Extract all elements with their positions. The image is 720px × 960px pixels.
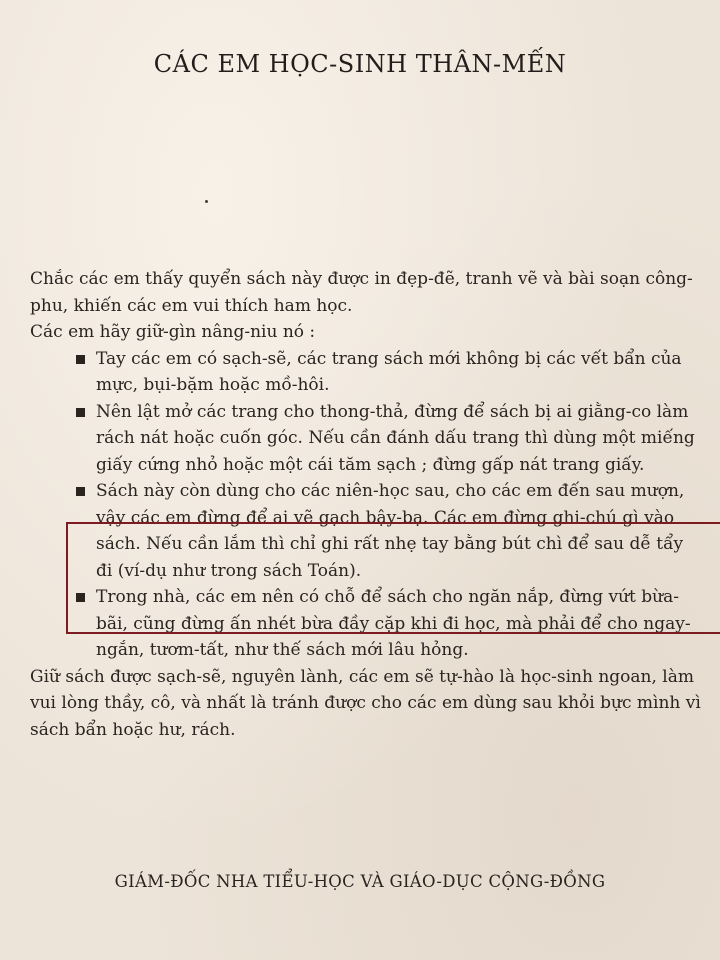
ink-speck — [205, 200, 208, 203]
square-bullet-icon — [76, 408, 85, 417]
list-item-text: Nên lật mở các trang cho thong-thả, đừng để sách bị ai giằng-co làm rách nát hoặc cuốn góc. Nếu cần đánh dấu trang thì dùng một miếng giấy cứng nhỏ hoặc một cái tăm sạch ; đừng gấp nát trang giấy. — [96, 401, 695, 475]
closing-paragraph: Giữ sách được sạch-sẽ, nguyên lành, các em sẽ tự-hào là học-sinh ngoan, làm vui lòng thầy, cô, và nhất là tránh được cho các em dùng sau khỏi bực mình vì sách bẩn hoặc hư, rách. — [30, 666, 701, 740]
square-bullet-icon — [76, 487, 85, 496]
square-bullet-icon — [76, 355, 85, 364]
list-item — [30, 346, 702, 399]
list-item-text: Trong nhà, các em nên có chỗ để sách cho ngăn nắp, đừng vứt bừa-bãi, cũng đừng ấn nhét bừa đầy cặp khi đi học, mà phải để cho ngay-ngắn, tươm-tất, như thế sách mới lâu hỏng. — [96, 587, 691, 660]
highlight-box — [66, 522, 720, 634]
list-item-text: Tay các em có sạch-sẽ, các trang sách mới không bị các vết bẩn của mực, bụi-bặm hoặc mồ-hôi. — [96, 348, 682, 395]
list-item — [30, 399, 702, 479]
page-title: CÁC EM HỌC-SINH THÂN-MẾN — [153, 50, 567, 78]
signature: GIÁM-ĐỐC NHA TIỂU-HỌC VÀ GIÁO-DỤC CỘNG-ĐỒNG — [114, 872, 606, 891]
care-intro: Các em hãy giữ-gìn nâng-niu nó : — [30, 322, 316, 342]
letter-body — [30, 266, 702, 743]
list-item-text: Sách này còn dùng cho các niên-học sau, cho các em đến sau mượn, vậy các em đừng để ai vẽ gạch bậy-bạ. Các em đừng ghi-chú gì vào sách. Nếu cần lắm thì chỉ ghi rất nhẹ tay bằng bút chì để sau dễ tẩy đi (ví-dụ như trong sách Toán). — [96, 481, 685, 581]
intro-paragraph: Chắc các em thấy quyển sách này được in đẹp-đẽ, tranh vẽ và bài soạn công-phu, khiến các em vui thích ham học. — [30, 269, 693, 316]
